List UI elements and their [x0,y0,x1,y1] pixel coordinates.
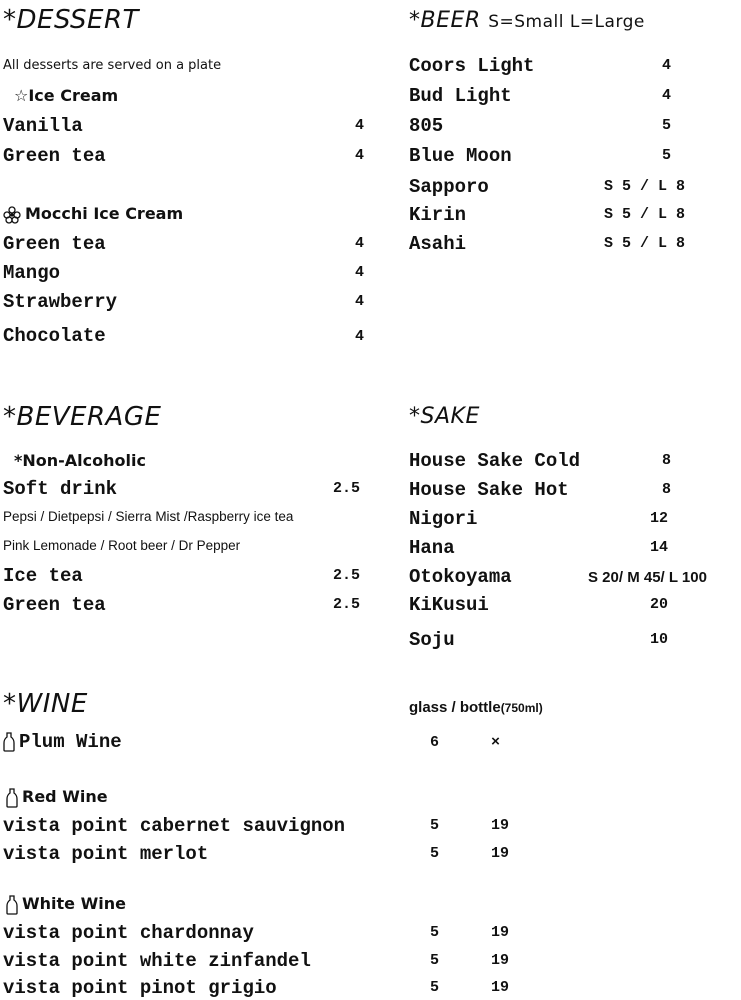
menu-item-name: Hana [409,537,455,559]
menu-item-glass-price: 5 [430,952,440,969]
menu-item-name: Nigori [409,508,478,530]
menu-item-price: 20 [650,596,669,613]
beer-sizes-note: S=Small L=Large [488,12,645,32]
menu-item-price: 4 [355,147,365,164]
menu-item-price: 4 [355,235,365,252]
bottle-icon [6,895,18,915]
white-wine-label: White Wine [22,894,126,913]
menu-item-name: Kirin [409,204,467,226]
ice-cream-label: Ice Cream [28,86,119,105]
menu-item-price: S 5 / L 8 [604,178,686,195]
soft-drink-options: Pink Lemonade / Root beer / Dr Pepper [3,538,241,553]
beverage-heading: *BEVERAGE [3,402,162,432]
menu-item-price: 4 [355,293,365,310]
menu-item-name: Soju [409,629,455,651]
menu-item-name: vista point merlot [3,843,209,865]
wine-columns-label: glass / bottle [409,699,501,716]
menu-item-price: 2.5 [333,567,361,584]
wine-columns-header [409,699,543,716]
menu-item-name: Sapporo [409,176,489,198]
menu-item-name: Bud Light [409,85,512,107]
menu-item-name: vista point chardonnay [3,922,254,944]
menu-item-bottle-price: 19 [491,979,510,996]
menu-item-bottle-price: 19 [491,817,510,834]
menu-item-price: 4 [355,264,365,281]
menu-item-glass-price: 6 [430,734,440,751]
wine-heading: *WINE [3,689,88,719]
dessert-heading: *DESSERT [3,5,139,35]
menu-item-name: Vanilla [3,115,83,137]
menu-item-bottle-price: 19 [491,924,510,941]
menu-item-name: vista point white zinfandel [3,950,311,972]
menu-item-price: 14 [650,539,669,556]
menu-item-price: 10 [650,631,669,648]
menu-item-name: vista point cabernet sauvignon [3,815,346,837]
menu-item-name: vista point pinot grigio [3,977,277,999]
menu-item-price: S 5 / L 8 [604,206,686,223]
menu-item-name: Blue Moon [409,145,512,167]
menu-item-price: 4 [662,57,672,74]
red-wine-subheading [6,787,108,808]
menu-item-name: Green tea [3,145,106,167]
menu-item-price: S 5 / L 8 [604,235,686,252]
menu-item-price: 8 [662,452,672,469]
menu-item-name: House Sake Cold [409,450,581,472]
menu-item-name: Ice tea [3,565,83,587]
menu-item-name: Asahi [409,233,467,255]
mochi-subheading [3,204,183,224]
menu-item-price: S 20/ M 45/ L 100 [588,569,707,586]
menu-item-name: KiKusui [409,594,489,616]
menu-item-name: Otokoyama [409,566,512,588]
red-wine-label: Red Wine [22,787,108,806]
star-icon: ☆ [14,86,29,105]
menu-item-name: Coors Light [409,55,535,77]
menu-item-name: Soft drink [3,478,118,500]
ice-cream-subheading [14,86,118,105]
menu-item-glass-price: 5 [430,817,440,834]
menu-item-price: 4 [355,328,365,345]
mochi-label: Mocchi Ice Cream [25,204,184,223]
menu-item-name: House Sake Hot [409,479,569,501]
menu-item-price: 2.5 [333,596,361,613]
menu-item-name: Green tea [3,233,106,255]
non-alcoholic-subheading: *Non-Alcoholic [14,451,146,470]
menu-item-price: 4 [662,87,672,104]
beer-title: *BEER [409,8,481,33]
dessert-note: All desserts are served on a plate [3,58,222,73]
menu-item-glass-price: 5 [430,845,440,862]
menu-item-bottle-price: 19 [491,845,510,862]
flower-icon [3,206,21,224]
menu-item-price: 5 [662,147,672,164]
bottle-icon [6,788,18,808]
sake-heading: *SAKE [409,404,480,429]
wine-columns-unit: (750ml) [500,701,543,715]
menu-item-name: Green tea [3,594,106,616]
menu-item-price: 8 [662,481,672,498]
menu-item-name: Strawberry [3,291,118,313]
menu-item-price: 2.5 [333,480,361,497]
menu-item-price: 4 [355,117,365,134]
menu-item-name: 805 [409,115,444,137]
menu-item-bottle-price: × [491,734,501,751]
plum-wine-row [3,731,122,753]
menu-item-name: Plum Wine [19,731,122,753]
menu-item-name: Mango [3,262,61,284]
beer-heading [409,8,645,33]
menu-item-name: Chocolate [3,325,106,347]
menu-item-price: 5 [662,117,672,134]
white-wine-subheading [6,894,126,915]
menu-item-glass-price: 5 [430,979,440,996]
menu-item-bottle-price: 19 [491,952,510,969]
menu-item-price: 12 [650,510,669,527]
soft-drink-options: Pepsi / Dietpepsi / Sierra Mist /Raspberry ice tea [3,509,294,524]
bottle-icon [3,732,15,752]
menu-item-glass-price: 5 [430,924,440,941]
